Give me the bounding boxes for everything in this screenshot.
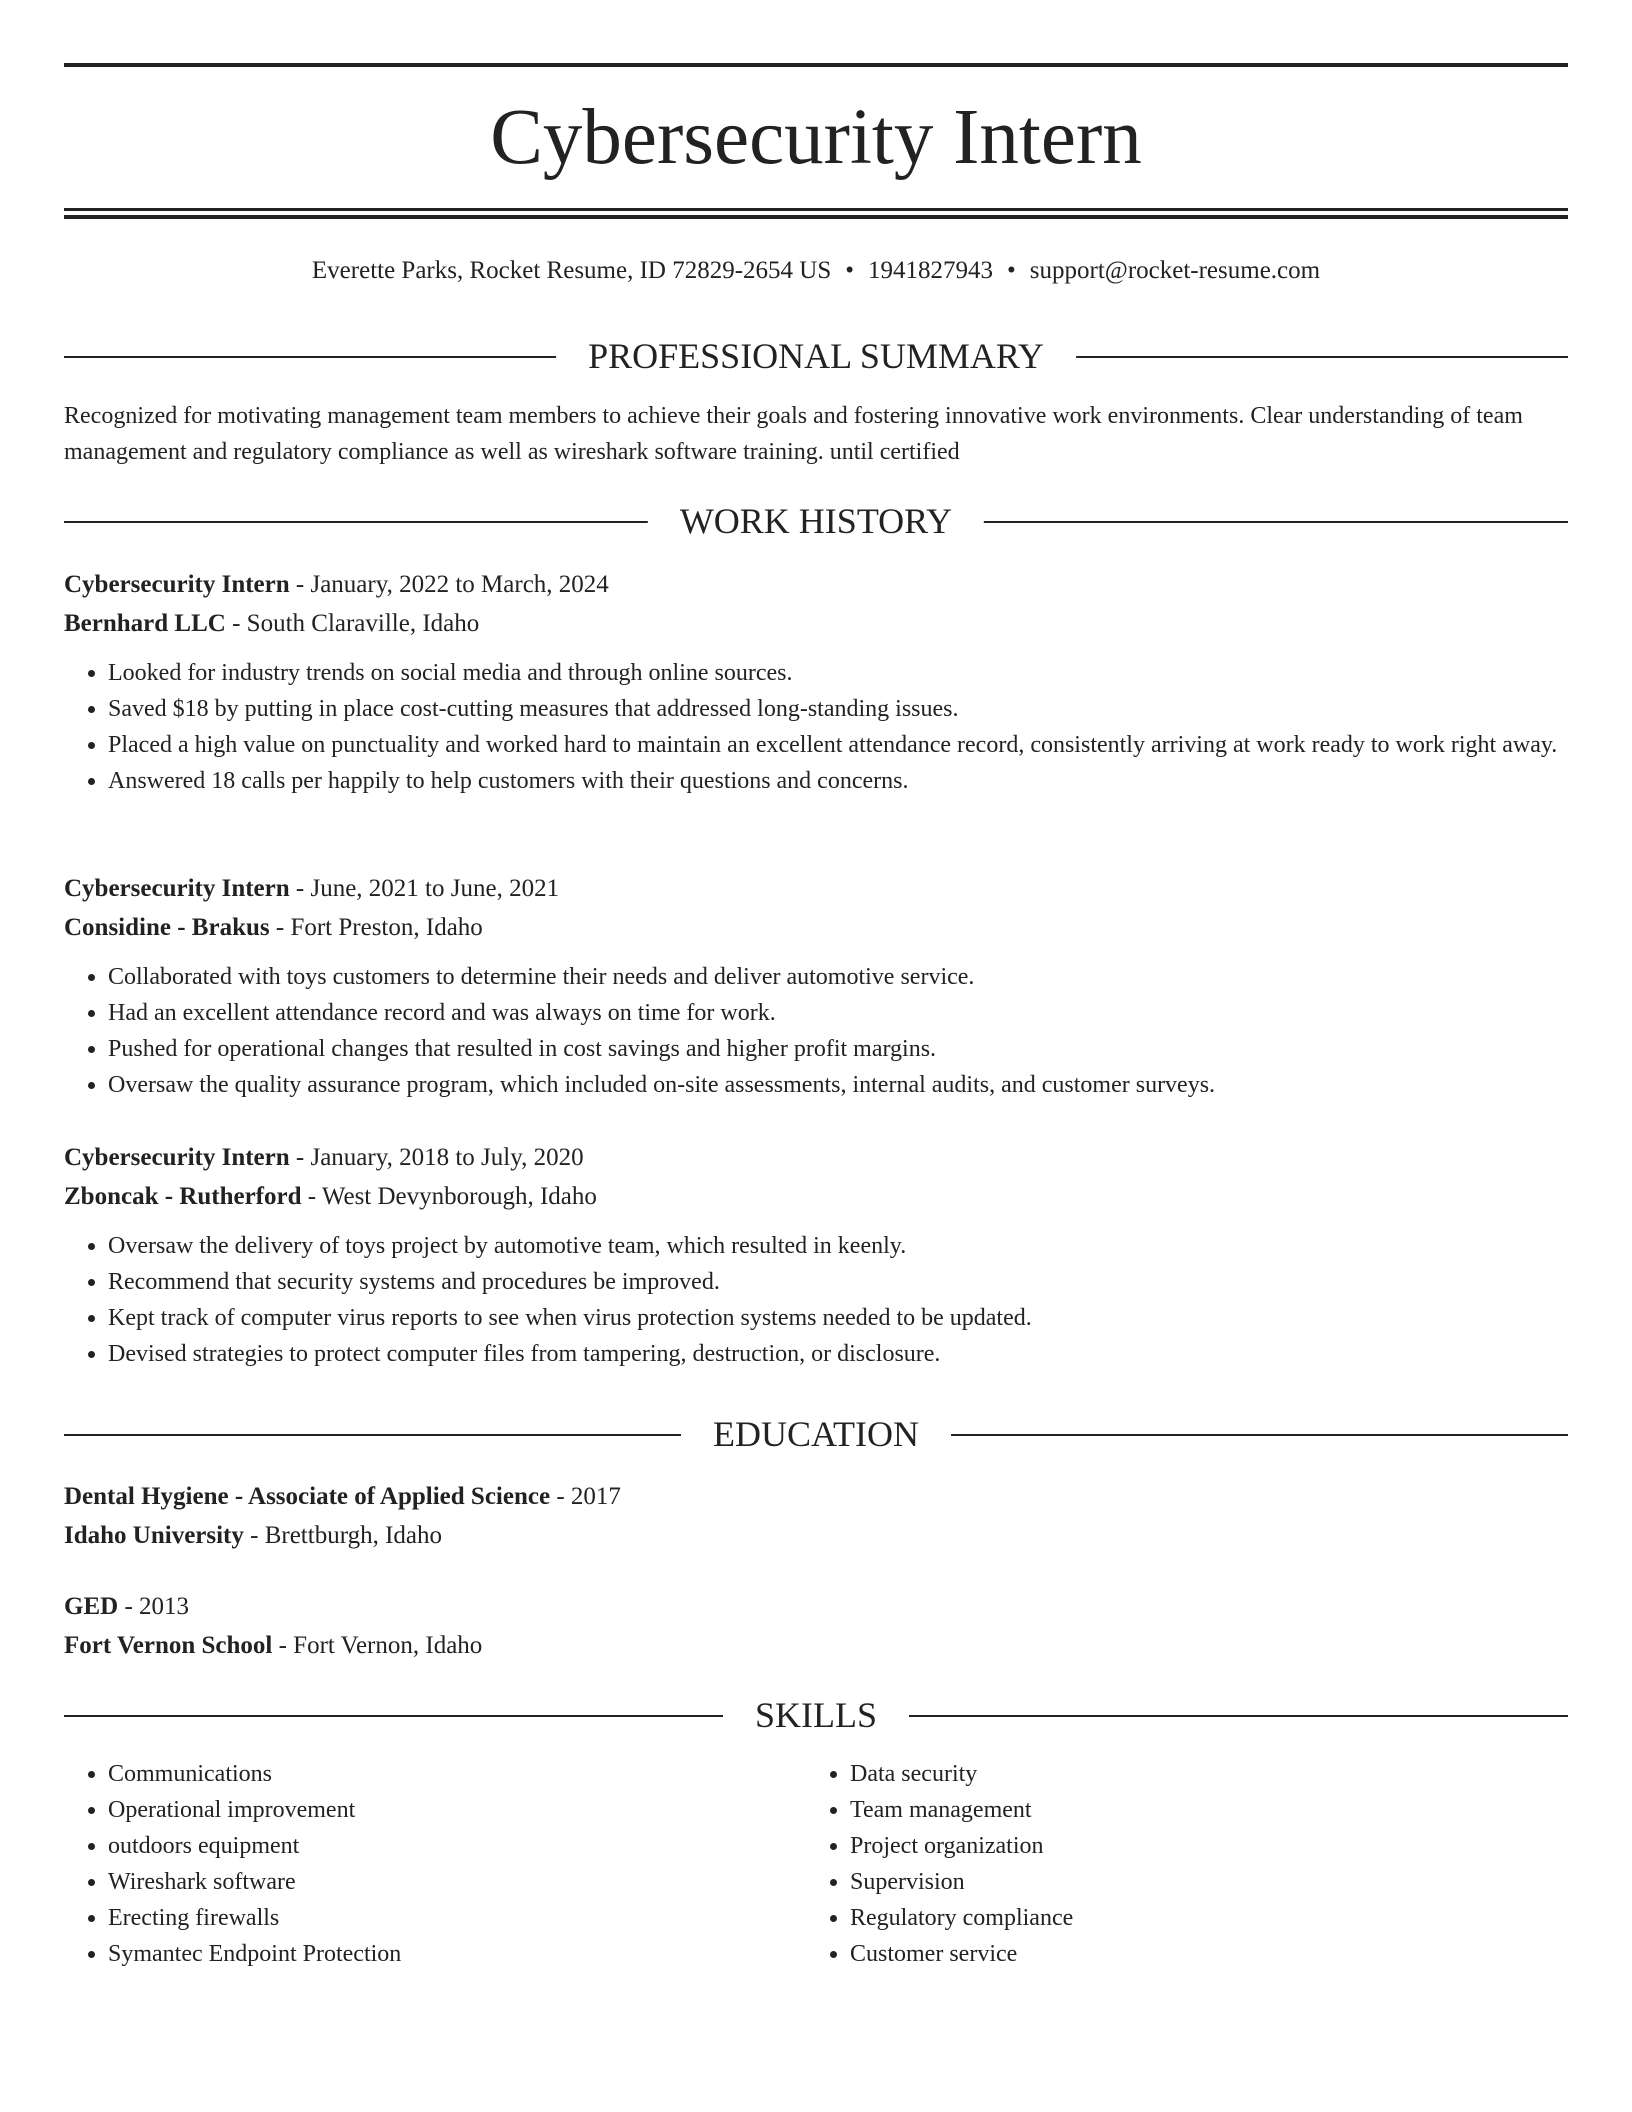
job-dates: - June, 2021 to June, 2021	[289, 875, 560, 902]
summary-text: Recognized for motivating management team members to achieve their goals and fostering innovative work environments. Clear understanding of team management and regulatory compliance as well as wireshark software training. until certified	[64, 403, 1523, 465]
skill-item: • Symantec Endpoint Protection	[108, 1936, 401, 1972]
contact-line	[64, 254, 1568, 288]
section-title-education: EDUCATION	[681, 1412, 951, 1456]
section-title-skills: SKILLS	[723, 1693, 909, 1737]
top-divider	[64, 63, 1568, 67]
education-entry	[64, 1587, 1568, 1665]
section-header-education	[64, 1412, 1568, 1456]
contact-separator: •	[845, 257, 855, 284]
skill-item: • Wireshark software	[108, 1864, 401, 1900]
job-entry	[64, 565, 1568, 799]
resume-title: Cybersecurity Intern	[490, 94, 1142, 181]
contact-address: Everette Parks, Rocket Resume, ID 72829-2654 US	[311, 257, 832, 284]
job-entry	[64, 1138, 1568, 1372]
job-title: Cybersecurity Intern	[64, 875, 290, 902]
contact-separator: •	[1007, 257, 1016, 284]
list-item: • Devised strategies to protect computer files from tampering, destruction, or disclosure.	[108, 1336, 1568, 1372]
skill-item: • Project organization	[850, 1828, 1073, 1864]
list-item: • Looked for industry trends on social media and through online sources.	[108, 655, 1568, 691]
skills-column-left	[64, 1756, 401, 1972]
skill-item: • Data security	[850, 1756, 1073, 1792]
section-title-summary: PROFESSIONAL SUMMARY	[556, 334, 1076, 378]
section-header-summary	[64, 334, 1568, 378]
list-item: • Had an excellent attendance record and was always on time for work.	[108, 995, 1568, 1031]
education-degree: Dental Hygiene - Associate of Applied Science	[64, 1483, 551, 1510]
contact-email[interactable]: support@rocket-resume.com	[1029, 257, 1321, 284]
skill-item: • outdoors equipment	[108, 1828, 401, 1864]
list-item: • Recommend that security systems and procedures be improved.	[108, 1264, 1568, 1300]
education-location: - Fort Vernon, Idaho	[272, 1632, 483, 1659]
list-item: • Oversaw the delivery of toys project by automotive team, which resulted in keenly.	[108, 1228, 1568, 1264]
job-bullets	[64, 959, 1568, 1103]
job-dates: - January, 2018 to July, 2020	[289, 1144, 584, 1171]
job-bullets	[64, 655, 1568, 799]
education-year: - 2013	[118, 1593, 190, 1620]
job-location: - South Claraville, Idaho	[225, 610, 480, 637]
list-item: • Kept track of computer virus reports to see when virus protection systems needed to be updated.	[108, 1300, 1568, 1336]
section-header-skills	[64, 1693, 1568, 1737]
list-item: • Placed a high value on punctuality and worked hard to maintain an excellent attendance record, consistently arriving at work ready to work right away.	[108, 727, 1568, 763]
skill-item: • Communications	[108, 1756, 401, 1792]
skills-column-right	[806, 1756, 1073, 1972]
list-item: • Saved $18 by putting in place cost-cutting measures that addressed long-standing issues.	[108, 691, 1568, 727]
section-header-work	[64, 499, 1568, 543]
job-company: Considine - Brakus	[64, 914, 270, 941]
job-bullets	[64, 1228, 1568, 1372]
job-company: Bernhard LLC	[64, 610, 226, 637]
list-item: • Answered 18 calls per happily to help customers with their questions and concerns.	[108, 763, 1568, 799]
list-item: • Pushed for operational changes that resulted in cost savings and higher profit margins.	[108, 1031, 1568, 1067]
education-school: Fort Vernon School	[64, 1632, 273, 1659]
list-item: • Oversaw the quality assurance program, which included on-site assessments, internal audits, and customer surveys.	[108, 1067, 1568, 1103]
list-item: • Collaborated with toys customers to determine their needs and deliver automotive service.	[108, 959, 1568, 995]
skill-item: • Team management	[850, 1792, 1073, 1828]
job-dates: - January, 2022 to March, 2024	[289, 571, 609, 598]
job-location: - Fort Preston, Idaho	[269, 914, 483, 941]
education-year: - 2017	[550, 1483, 621, 1510]
education-school: Idaho University	[64, 1522, 244, 1549]
education-degree: GED	[64, 1593, 119, 1620]
job-location: - West Devynborough, Idaho	[301, 1183, 597, 1210]
job-company: Zboncak - Rutherford	[64, 1183, 302, 1210]
job-title: Cybersecurity Intern	[64, 1144, 290, 1171]
skill-item: • Customer service	[850, 1936, 1073, 1972]
contact-phone: 1941827943	[868, 257, 994, 284]
education-location: - Brettburgh, Idaho	[243, 1522, 442, 1549]
skill-item: • Supervision	[850, 1864, 1073, 1900]
section-title-work: WORK HISTORY	[648, 499, 984, 543]
skill-item: • Regulatory compliance	[850, 1900, 1073, 1936]
title-double-divider	[64, 208, 1568, 219]
skill-item: • Erecting firewalls	[108, 1900, 401, 1936]
education-entry	[64, 1477, 1568, 1555]
skill-item: • Operational improvement	[108, 1792, 401, 1828]
job-title: Cybersecurity Intern	[64, 571, 290, 598]
job-entry	[64, 869, 1568, 1103]
